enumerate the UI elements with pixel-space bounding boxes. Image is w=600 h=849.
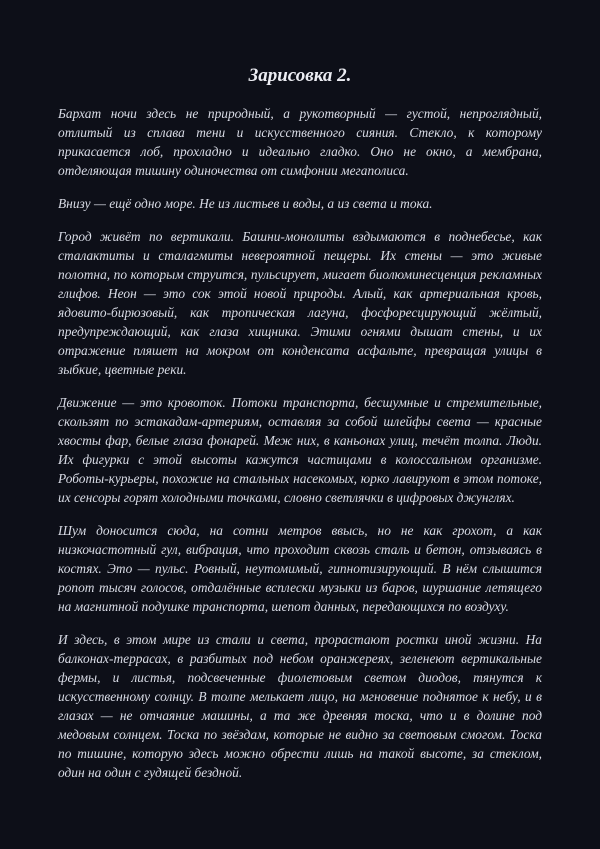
paragraph-5: Шум доносится сюда, на сотни метров ввысь, но не как грохот, а как низкочастотный гул, вибрация, что проходит сквозь сталь и бетон, отзываясь в костях. Это — пульс. Ровный, неутомимый, гипнотизирующий. В нём слышится ропот тысяч голосов, отдалённые всплески музыки из баров, шуршание летящего на магнитной подушке транспорта, шепот данных, передающихся по воздуху. (58, 523, 542, 614)
paragraph-3: Город живёт по вертикали. Башни-монолиты вздымаются в поднебесье, как сталактиты и сталагмиты невероятной пещеры. Их стены — это живые полотна, по которым струится, пульсирует, мигает биолюминесценция рекламных глифов. Неон — это сок этой новой природы. Алый, как артериальная кровь, ядовито-бирюзовый, как тропическая лагуна, фосфоресцирующий жёлтый, предупреждающий, как глаза хищника. Этими огнями дышат стены, и их отражение пляшет на мокром от конденсата асфальте, превращая улицы в зыбкие, цветные реки. (58, 229, 542, 377)
paragraph-4: Движение — это кровоток. Потоки транспорта, бесшумные и стремительные, скользят по эстакадам-артериям, оставляя за собой шлейфы света — красные хвосты фар, белые глаза фонарей. Меж них, в каньонах улиц, течёт толпа. Люди. Их фигурки с этой высоты кажутся частицами в колоссальном организме. Роботы-курьеры, похожие на стальных насекомых, юрко лавируют в этом потоке, их сенсоры горят холодными точками, словно светлячки в цифровых джунглях. (58, 395, 542, 505)
paragraph-6: И здесь, в этом мире из стали и света, прорастают ростки иной жизни. На балконах-террасах, в разбитых под небом оранжереях, зеленеют вертикальные фермы, и листья, подсвеченные фиолетовым светом диодов, тянутся к искусственному солнцу. В толпе мелькает лицо, на мгновение поднятое к небу, и в глазах — не отчаяние машины, а та же древняя тоска, что и в долине под медовым солнцем. Тоска по звёздам, которые не видно за световым смогом. Тоска по тишине, которую здесь можно обрести лишь на такой высоте, за стеклом, один на один с гудящей бездной. (58, 632, 542, 780)
paragraph-1: Бархат ночи здесь не природный, а рукотворный — густой, непроглядный, отлитый из сплава тени и искусственного сияния. Стекло, к которому прикасается лоб, прохладно и идеально гладко. Оно не окно, а мембрана, отделяющая тишину одиночества от симфонии мегаполиса. (58, 106, 542, 178)
document-title: Зарисовка 2. (248, 65, 352, 86)
paragraph-2: Внизу — ещё одно море. Не из листьев и воды, а из света и тока. (58, 196, 433, 211)
